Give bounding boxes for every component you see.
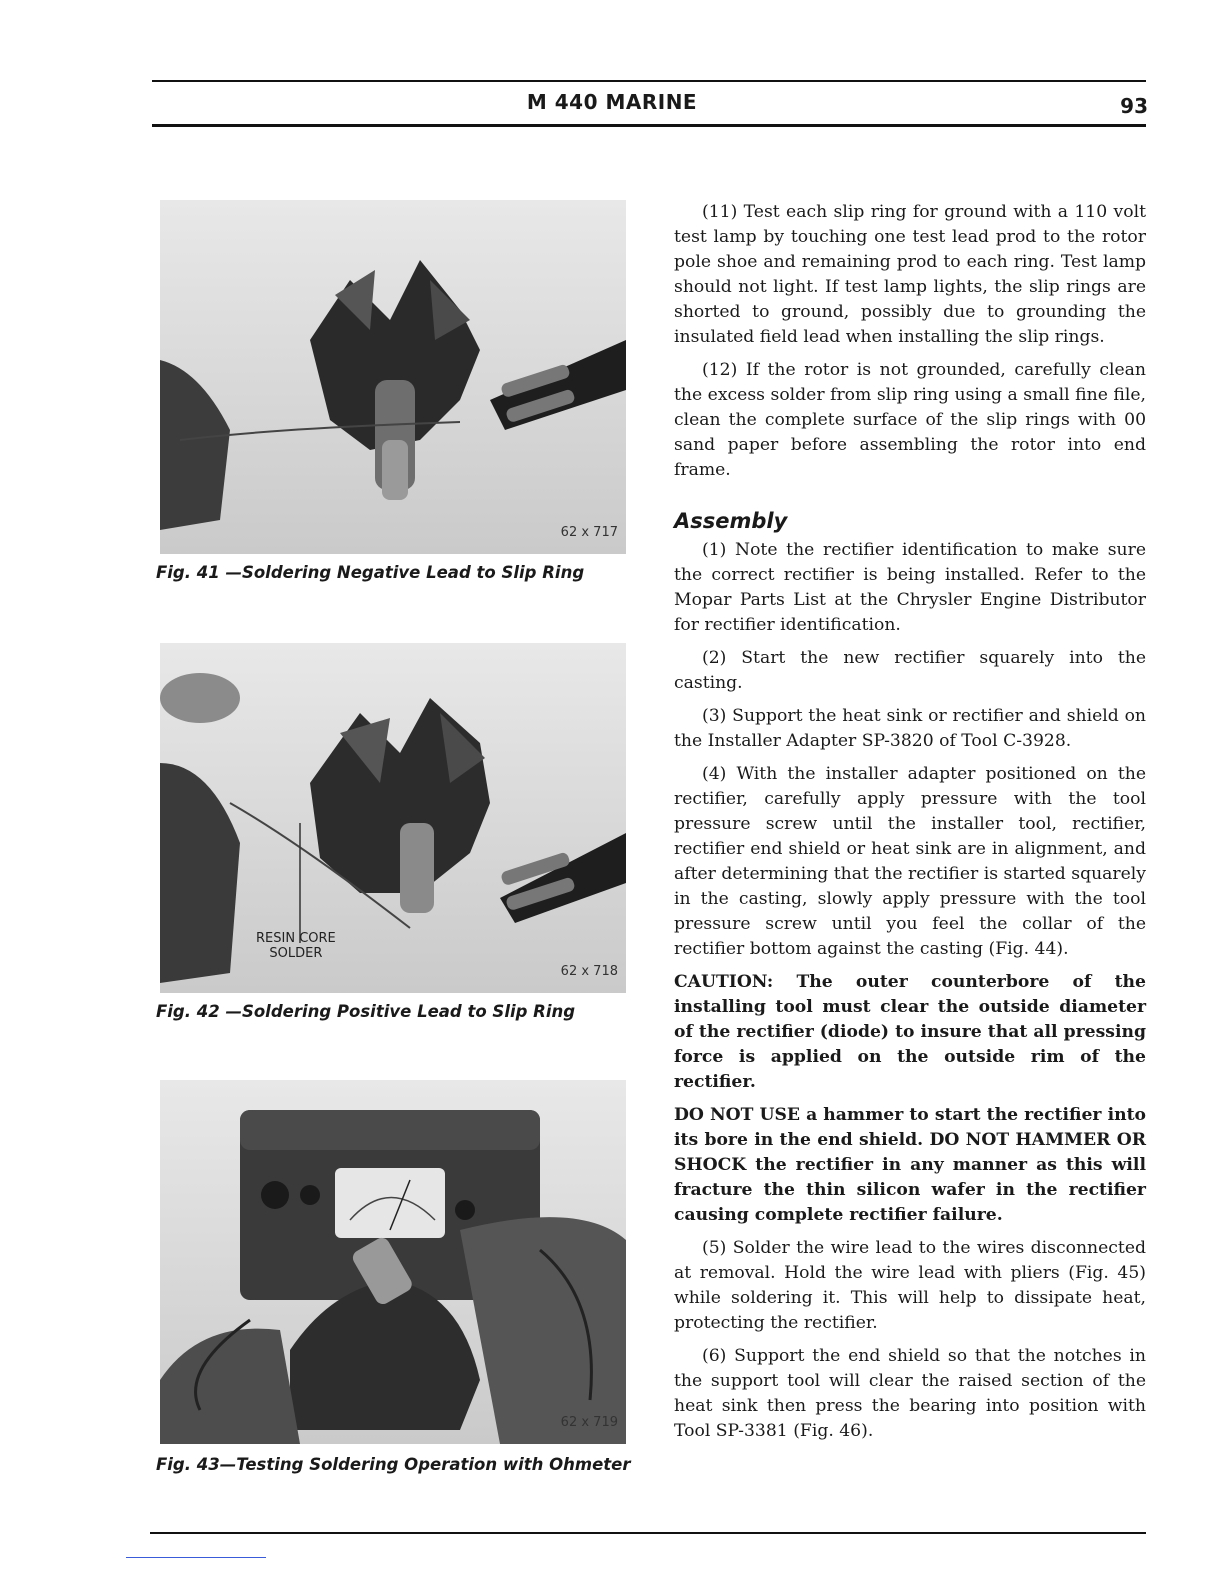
figure-41-photo [160,200,626,554]
paragraph-12: (12) If the rotor is not grounded, carefully clean the excess solder from slip ring using a small fine file, clean the complete surface of the slip rings with 00 sand paper before assembling the rotor into end frame. [674,360,1146,480]
page-header-title: M 440 MARINE [526,90,698,114]
header-top-rule [152,80,1146,82]
assembly-step-3: (3) Support the heat sink or rectifier and shield on the Installer Adapter SP-3820 of Tool C-3928. [674,706,1146,751]
figure-41-caption: Fig. 41 —Soldering Negative Lead to Slip Ring [156,563,585,582]
figure-42-code: 62 x 718 [560,964,618,979]
paragraph-11: (11) Test each slip ring for ground with a 110 volt test lamp by touching one test lead prod to the rotor pole shoe and remaining prod to each ring. Test lamp should not light. If test lamp lights, the slip rings are shorted to ground, possibly due to grounding the insulated field lead when installing the slip rings. [674,202,1146,347]
figure-43-code: 62 x 719 [560,1415,618,1430]
hammer-warning: DO NOT USE a hammer to start the rectifier into its bore in the end shield. DO NOT HAMMER OR SHOCK the rectifier in any manner as this will fracture the thin silicon wafer in the rectifier causing complete rectifier failure. [674,1105,1146,1225]
ohmmeter-testing-illustration [160,1080,626,1444]
resin-core-label-line2: SOLDER [269,946,323,961]
footer-rule [150,1532,1146,1534]
figure-42-photo [160,643,626,993]
assembly-step-6: (6) Support the end shield so that the notches in the support tool will clear the raised section of the heat sink then press the bearing into position with Tool SP-3381 (Fig. 46). [674,1346,1146,1441]
assembly-heading: Assembly [674,509,788,533]
resin-core-label-line1: RESIN CORE [256,931,336,946]
assembly-step-1: (1) Note the rectifier identification to make sure the correct rectifier is being installed. Refer to the Mopar Parts List at the Chrysler Engine Distributor for rectifier identification. [674,540,1146,635]
assembly-step-5: (5) Solder the wire lead to the wires disconnected at removal. Hold the wire lead with pliers (Fig. 45) while soldering it. This will help to dissipate heat, protecting the rectifier. [674,1238,1146,1333]
footer-blue-mark [126,1557,266,1558]
figure-43-caption: Fig. 43—Testing Soldering Operation with Ohmeter [156,1455,631,1474]
body-text-column [674,200,1146,1452]
header-bottom-rule [152,124,1146,127]
figure-42-caption: Fig. 42 —Soldering Positive Lead to Slip Ring [156,1002,576,1021]
assembly-step-4: (4) With the installer adapter positioned on the rectifier, carefully apply pressure with the tool pressure screw until the installer tool, rectifier, rectifier end shield or heat sink are in alignment, and after determining that the rectifier is started squarely in the casting, slowly apply pressure with the tool pressure screw until you feel the collar of the rectifier bottom against the casting (Fig. 44). [674,764,1146,959]
rotor-soldering-negative-illustration [160,200,626,554]
resin-core-solder-label [256,931,336,961]
page-number: 93 [1120,94,1148,118]
assembly-step-2: (2) Start the new rectifier squarely into the casting. [674,648,1146,693]
figure-41-code: 62 x 717 [560,525,618,540]
caution-note: CAUTION: The outer counterbore of the installing tool must clear the outside diameter of the rectifier (diode) to insure that all pressing force is applied on the outside rim of the rectifier. [674,972,1146,1092]
figure-43-photo [160,1080,626,1444]
rotor-soldering-positive-illustration [160,643,626,993]
